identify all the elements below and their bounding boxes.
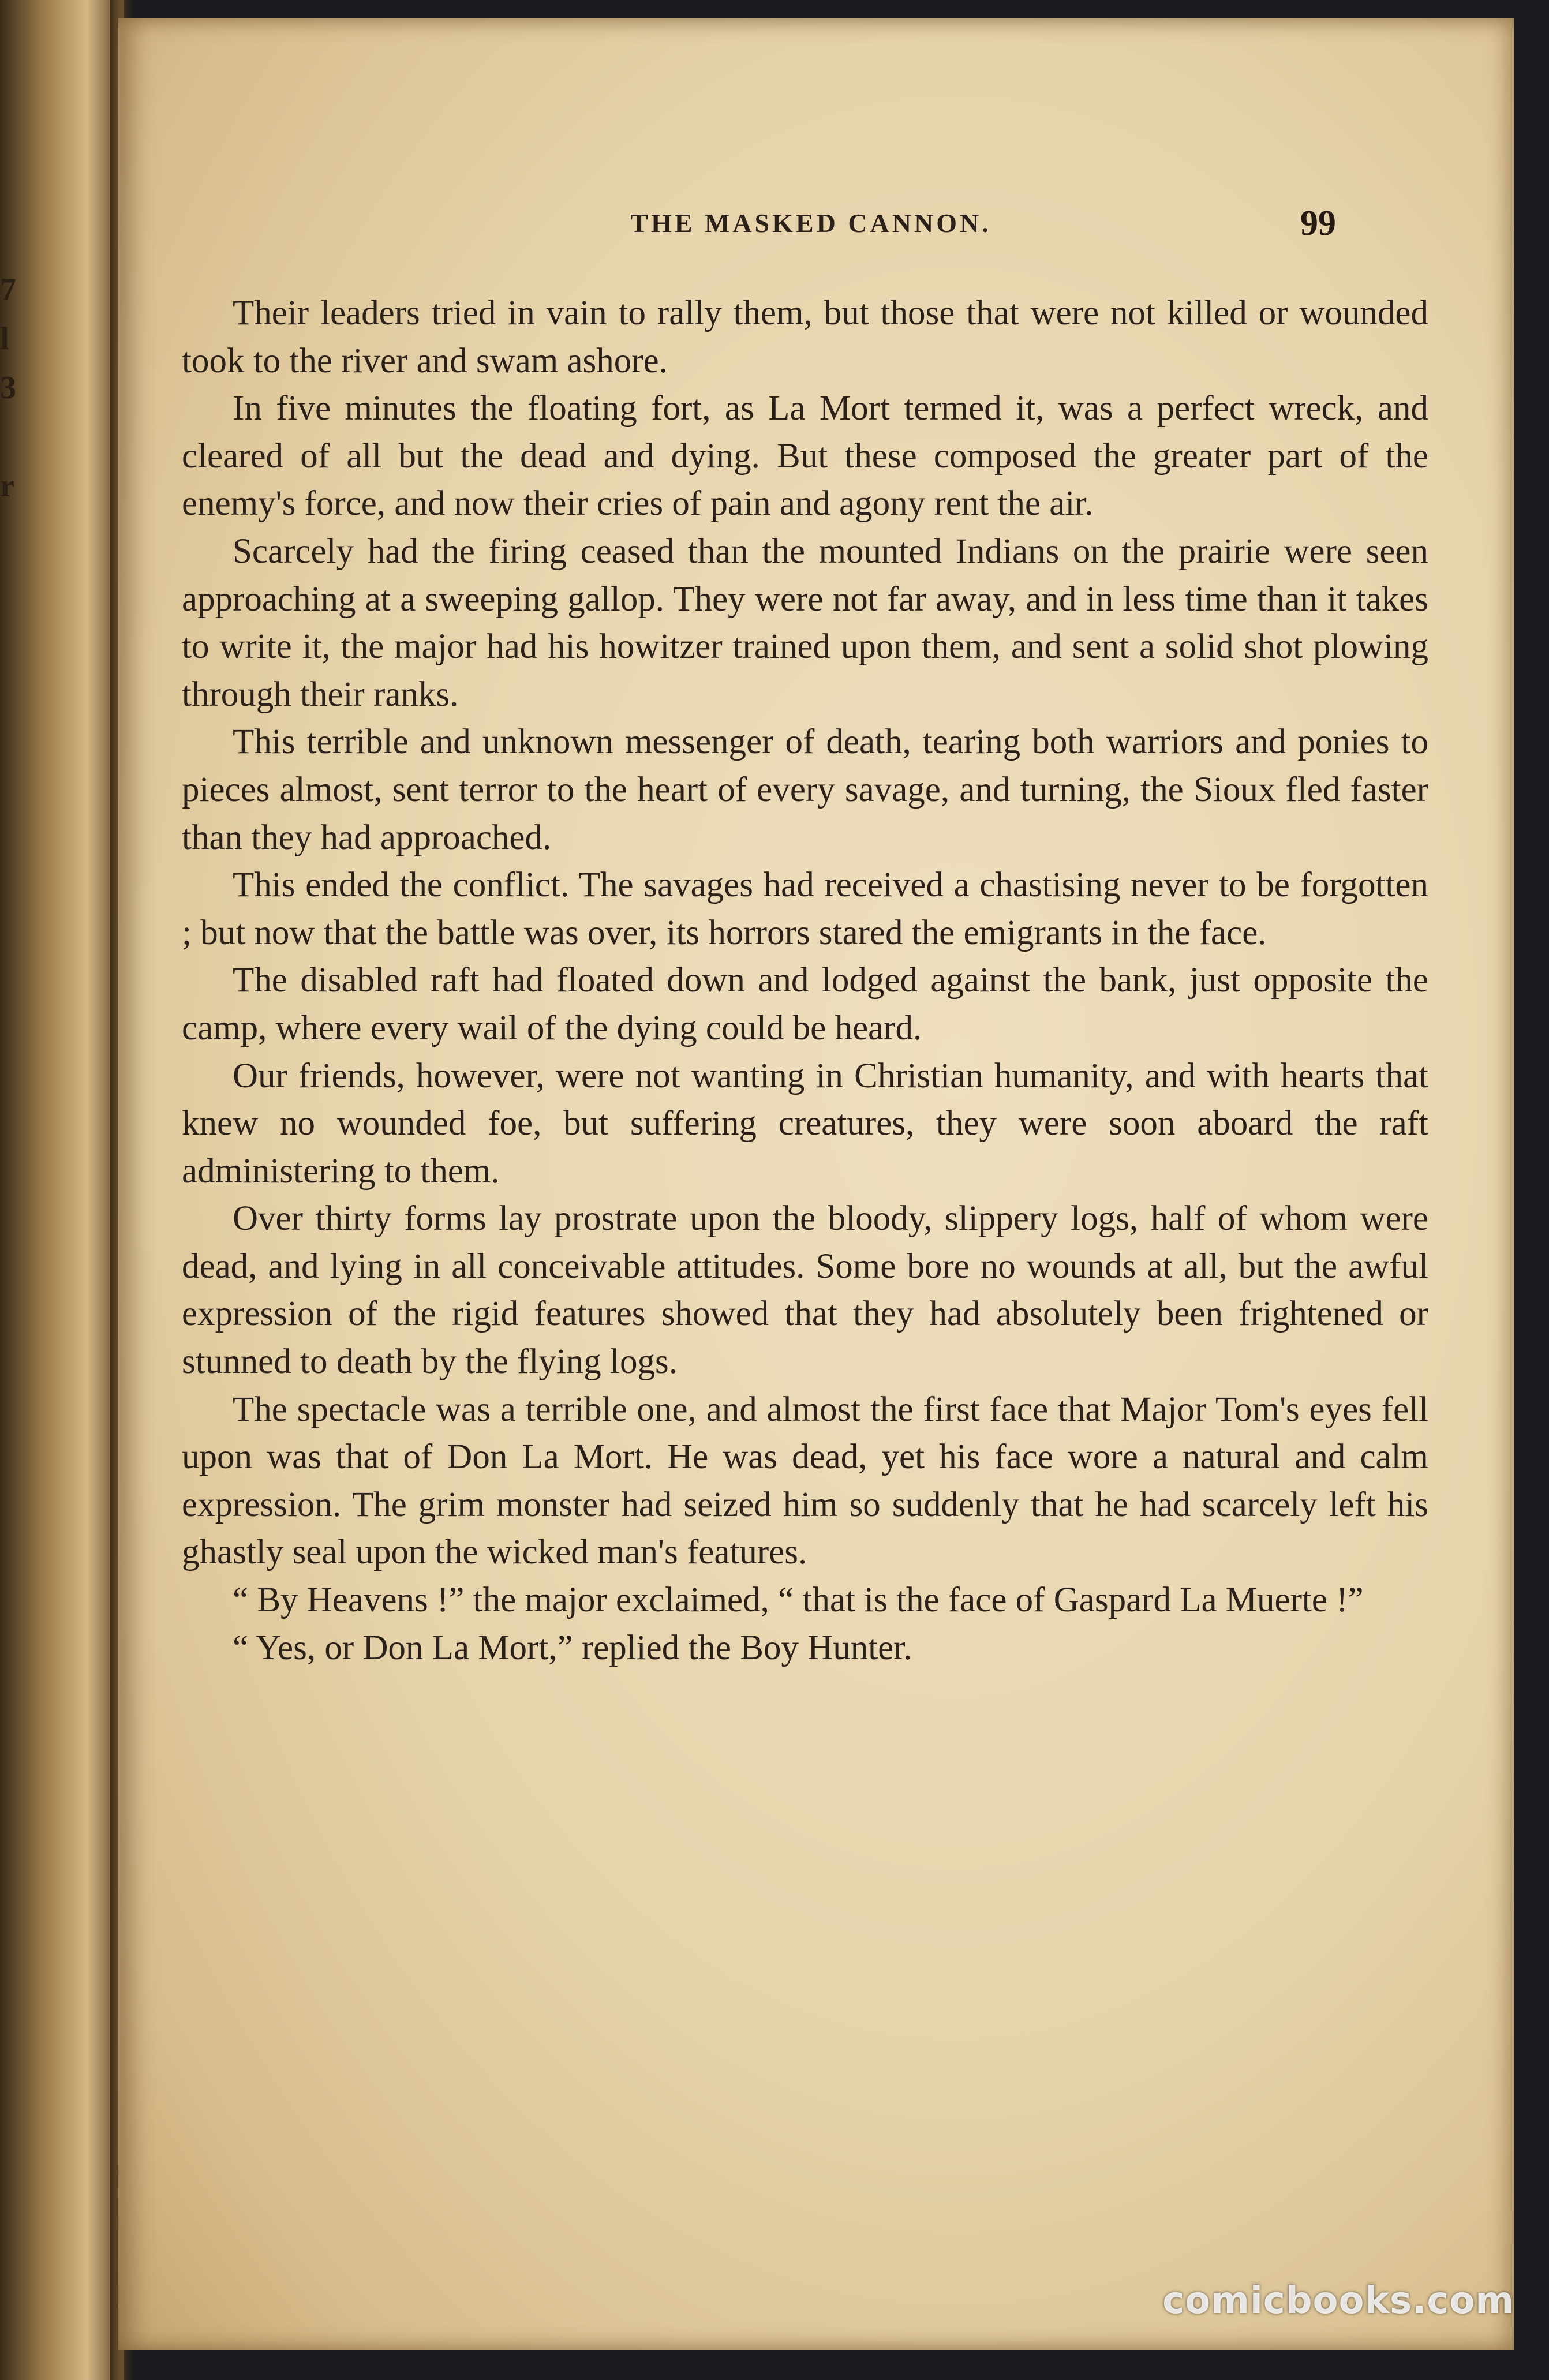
previous-page-fragment: 7 bbox=[0, 272, 16, 308]
paragraph: In five minutes the floating fort, as La Mort termed it, was a perfect wreck, and cleared of all but the dead and dying. But these composed the greater part of the enemy's force, and now their cries of pain and agony rent the air. bbox=[182, 389, 1428, 523]
paragraph: This ended the conflict. The savages had received a chastising never to be forgotten ; but now that the battle was over, its horrors stared the emigrants in the face. bbox=[182, 866, 1428, 952]
body-text bbox=[182, 290, 1428, 1672]
previous-page-fragment: l bbox=[0, 321, 9, 357]
paragraph: Their leaders tried in vain to rally them, but those that were not killed or wounded took to the river and swam ashore. bbox=[182, 294, 1428, 380]
paragraph: Scarcely had the firing ceased than the mounted Indians on the prairie were seen approaching at a sweeping gallop. They were not far away, and in less time than it takes to write it, the major had his howitzer trained upon them, and sent a solid shot plowing through their ranks. bbox=[182, 532, 1428, 714]
previous-page-edge bbox=[0, 0, 124, 2380]
paragraph: The disabled raft had floated down and lodged against the bank, just opposite the camp, where every wail of the dying could be heard. bbox=[182, 961, 1428, 1047]
running-head: THE MASKED CANNON. bbox=[630, 208, 991, 238]
previous-page-fragment: 3 bbox=[0, 370, 16, 406]
paragraph: This terrible and unknown messenger of death, tearing both warriors and ponies to pieces almost, sent terror to the heart of every savage, and turning, the Sioux fled faster than they had approached. bbox=[182, 723, 1428, 857]
paragraph: The spectacle was a terrible one, and almost the first face that Major Tom's eyes fell upon was that of Don La Mort. He was dead, yet his face wore a natural and calm expression. The grim monster had seized him so suddenly that he had scarcely left his ghastly seal upon the wicked man's features. bbox=[182, 1390, 1428, 1572]
book-page bbox=[118, 18, 1514, 2350]
page-header bbox=[118, 192, 1514, 255]
previous-page-fragment: r bbox=[0, 468, 14, 504]
paragraph: Our friends, however, were not wanting in Christian humanity, and with hearts that knew no wounded foe, but suffering creatures, they were soon aboard the raft administering to them. bbox=[182, 1056, 1428, 1191]
page-number: 99 bbox=[1300, 204, 1336, 243]
paragraph: “ Yes, or Don La Mort,” replied the Boy Hunter. bbox=[233, 1628, 912, 1667]
paragraph: Over thirty forms lay prostrate upon the bloody, slippery logs, half of whom were dead, and lying in all conceivable attitudes. Some bore no wounds at all, but the awful expression of the rigid features showed that they had absolutely been frightened or stunned to death by the flying logs. bbox=[182, 1199, 1428, 1382]
watermark-text: comicbooks.com bbox=[1162, 2280, 1514, 2322]
paragraph: “ By Heavens !” the major exclaimed, “ that is the face of Gaspard La Muerte !” bbox=[233, 1581, 1364, 1620]
